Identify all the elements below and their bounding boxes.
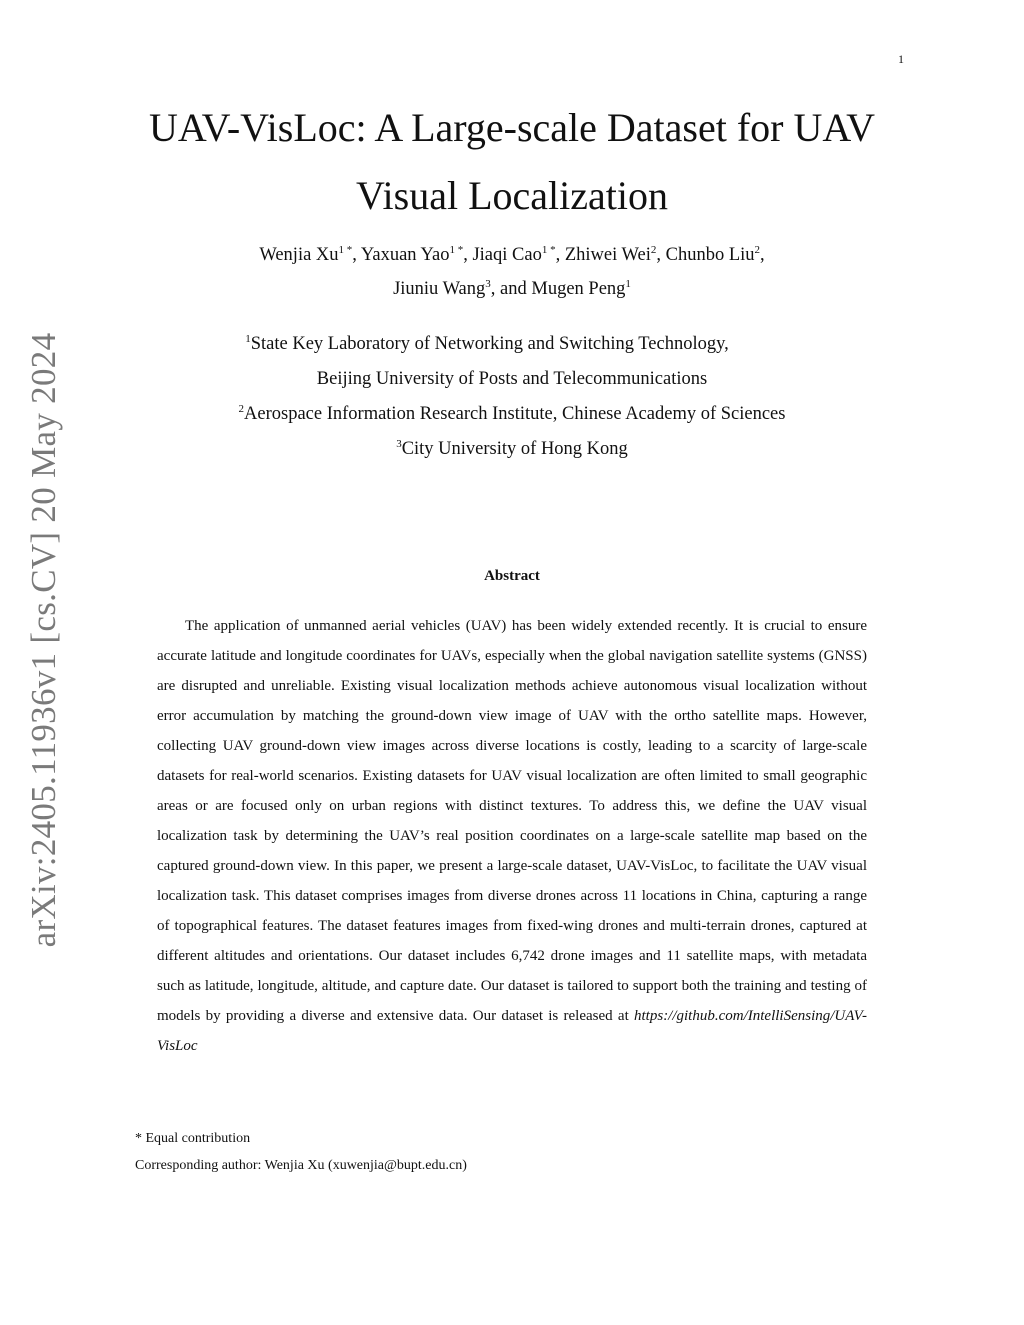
author-separator: ,	[760, 245, 765, 265]
affiliation-line	[120, 327, 904, 362]
affiliation-line	[120, 432, 904, 467]
affiliation-text: Aerospace Information Research Institute, Chinese Academy of Sciences	[244, 404, 786, 424]
affiliation-mark: 2	[238, 403, 245, 415]
page-number: 1	[898, 52, 904, 66]
author-name: Mugen Peng	[531, 279, 626, 299]
author-name: Zhiwei Wei	[564, 245, 651, 265]
affiliation-text: State Key Laboratory of Networking and Switching Technology,	[250, 334, 729, 354]
author-list	[150, 238, 874, 306]
author-affiliation-mark: 3	[485, 278, 491, 290]
affiliation-mark: 3	[396, 438, 402, 450]
abstract-heading: Abstract	[484, 568, 540, 584]
author-affiliation-mark: 1 *	[338, 244, 353, 256]
author-separator: ,	[463, 245, 473, 265]
author-affiliation-mark: 1 *	[541, 244, 556, 256]
paper-title: UAV-VisLoc: A Large-scale Dataset for UAV Visual Localization	[149, 105, 875, 218]
affiliation-mark: 1	[245, 333, 251, 345]
equal-contribution-note: * Equal contribution	[135, 1131, 251, 1146]
affiliation-list	[120, 327, 904, 467]
author-affiliation-mark: 2	[650, 244, 657, 256]
author-affiliation-mark: 2	[754, 244, 761, 256]
affiliation-line	[120, 362, 904, 397]
footnotes	[135, 1125, 895, 1179]
dataset-link[interactable]: https://github.com/IntelliSensing/UAV-VisLoc	[157, 1008, 867, 1054]
abstract-text: The application of unmanned aerial vehicles (UAV) has been widely extended recently. It is crucial to ensure accurate latitude and longitude coordinates for UAVs, especially when the global navigation satellite systems (GNSS) are disrupted and unreliable. Existing visual localization methods achieve autonomous visual localization without error accumulation by matching the ground-down view image of UAV with the ortho satellite maps. However, collecting UAV ground-down view images across diverse locations is costly, leading to a scarcity of large-scale datasets for real-world scenarios. Existing datasets for UAV visual localization are often limited to small geographic areas or are focused only on urban regions with distinct textures. To address this, we define the UAV visual localization task by determining the UAV’s real position coordinates on a large-scale satellite map based on the captured ground-down view. In this paper, we present a large-scale dataset, UAV-VisLoc, to facilitate the UAV visual localization task. This dataset comprises images from diverse drones across 11 locations in China, capturing a range of topographical features. The dataset features images from fixed-wing drones and multi-terrain drones, captured at different altitudes and orientations. Our dataset includes 6,742 drone images and 11 satellite maps, with metadata such as latitude, longitude, altitude, and capture date. Our dataset is tailored to support both the training and testing of models by providing a diverse and extensive data. Our dataset is released at	[157, 618, 867, 1024]
abstract-body	[157, 611, 867, 1061]
author-separator: ,	[555, 245, 565, 265]
affiliation-text: City University of Hong Kong	[401, 439, 628, 459]
author-affiliation-mark: 1 *	[449, 244, 464, 256]
author-name: Wenjia Xu	[259, 245, 339, 265]
author-affiliation-mark: 1	[625, 278, 631, 290]
arxiv-identifier-stamp: arXiv:2405.11936v1 [cs.CV] 20 May 2024	[24, 332, 63, 948]
author-name: Jiuniu Wang	[393, 279, 486, 299]
author-separator: ,	[656, 245, 666, 265]
author-separator: ,	[352, 245, 361, 265]
author-separator: , and	[490, 279, 532, 299]
author-name: Yaxuan Yao	[360, 245, 450, 265]
author-name: Jiaqi Cao	[472, 245, 542, 265]
corresponding-author-note: Corresponding author: Wenjia Xu (xuwenjia@bupt.edu.cn)	[135, 1158, 467, 1173]
affiliation-line	[120, 397, 904, 432]
author-name: Chunbo Liu	[665, 245, 755, 265]
affiliation-text: Beijing University of Posts and Telecommunications	[316, 369, 708, 389]
